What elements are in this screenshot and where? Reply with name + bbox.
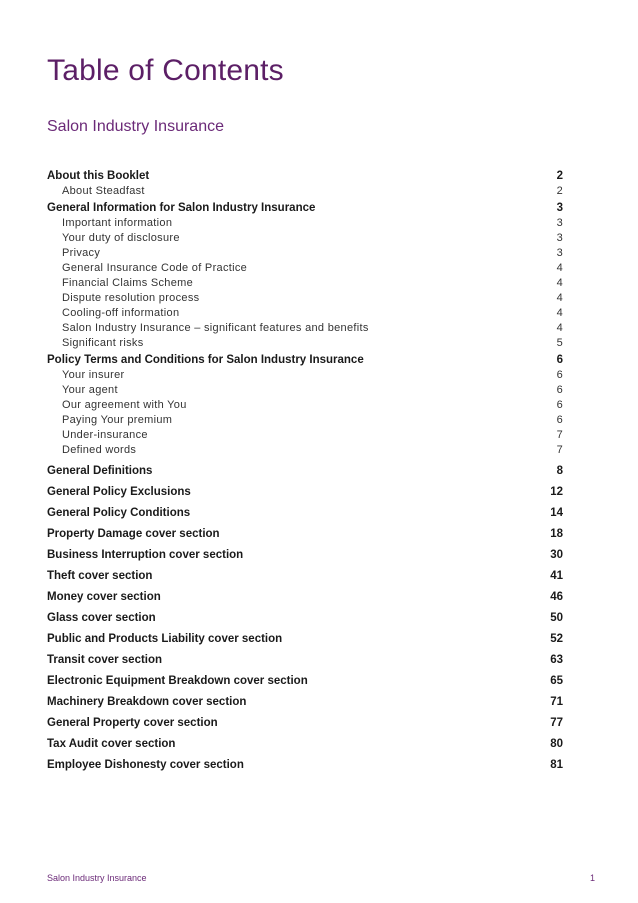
footer-page-number: 1 [589,873,595,883]
toc-entry-label: Transit cover section [47,654,163,666]
toc-entry-page: 2 [556,185,563,197]
toc-subentry-code-of-practice[interactable] [47,261,563,276]
toc-subentry-significant-risks[interactable] [47,336,563,351]
toc-entry-page: 6 [556,384,563,396]
toc-entry-label: Property Damage cover section [47,528,220,540]
toc-entry-page: 6 [556,354,563,366]
toc-entry-label: Tax Audit cover section [47,738,176,750]
toc-entry-label: Glass cover section [47,612,156,624]
toc-entry-label: Public and Products Liability cover section [47,633,283,645]
toc-subentry-defined-words[interactable] [47,443,563,458]
toc-entry-label: Under-insurance [62,429,148,441]
toc-entry-page: 63 [550,654,563,666]
toc-entry-label: Paying Your premium [62,414,173,426]
toc-entry-page: 77 [550,717,563,729]
toc-entry-label: General Insurance Code of Practice [62,262,248,274]
toc-entry-page: 2 [556,170,563,182]
toc-entry-page: 7 [556,444,563,456]
toc-entry-page: 18 [550,528,563,540]
toc-entry-general-exclusions[interactable] [47,485,563,506]
toc-entry-general-property[interactable] [47,716,563,737]
toc-entry-page: 65 [550,675,563,687]
table-of-contents [47,169,563,779]
toc-entry-business-interruption[interactable] [47,548,563,569]
toc-entry-employee-dishonesty[interactable] [47,758,563,779]
toc-entry-page: 4 [556,322,563,334]
toc-entry-page: 4 [556,292,563,304]
toc-entry-page: 8 [556,465,563,477]
toc-entry-label: Important information [62,217,173,229]
toc-entry-policy-terms[interactable] [47,353,563,368]
toc-entry-label: Cooling-off information [62,307,180,319]
toc-subentry-about-steadfast[interactable] [47,184,563,199]
toc-entry-page: 4 [556,262,563,274]
toc-entry-transit[interactable] [47,653,563,674]
toc-entry-page: 7 [556,429,563,441]
toc-subentry-your-insurer[interactable] [47,368,563,383]
toc-entry-label: Theft cover section [47,570,153,582]
toc-subentry-important-information[interactable] [47,216,563,231]
toc-subentry-financial-claims-scheme[interactable] [47,276,563,291]
toc-entry-page: 4 [556,307,563,319]
toc-entry-label: Money cover section [47,591,161,603]
toc-entry-page: 3 [556,217,563,229]
toc-entry-general-conditions[interactable] [47,506,563,527]
toc-subentry-dispute-resolution[interactable] [47,291,563,306]
toc-entry-label: Your agent [62,384,118,396]
toc-entry-label: General Policy Conditions [47,507,191,519]
toc-entry-tax-audit[interactable] [47,737,563,758]
toc-entry-page: 71 [550,696,563,708]
toc-subentry-paying-premium[interactable] [47,413,563,428]
toc-entry-page: 46 [550,591,563,603]
toc-entry-page: 3 [556,202,563,214]
toc-entry-page: 41 [550,570,563,582]
toc-subentry-under-insurance[interactable] [47,428,563,443]
toc-entry-label: Significant risks [62,337,144,349]
toc-subentry-your-agent[interactable] [47,383,563,398]
toc-subentry-duty-of-disclosure[interactable] [47,231,563,246]
toc-entry-page: 6 [556,369,563,381]
toc-entry-page: 3 [556,247,563,259]
toc-entry-label: Our agreement with You [62,399,187,411]
toc-entry-page: 81 [550,759,563,771]
toc-entry-label: Privacy [62,247,101,259]
toc-entry-page: 4 [556,277,563,289]
toc-entry-electronic-equipment[interactable] [47,674,563,695]
toc-entry-label: Financial Claims Scheme [62,277,193,289]
toc-entry-label: General Policy Exclusions [47,486,191,498]
toc-entry-page: 50 [550,612,563,624]
toc-entry-public-products-liability[interactable] [47,632,563,653]
toc-entry-page: 3 [556,232,563,244]
toc-entry-label: General Definitions [47,465,153,477]
page-title: Table of Contents [47,54,284,87]
toc-entry-label: General Information for Salon Industry Insurance [47,202,316,214]
toc-entry-label: Policy Terms and Conditions for Salon Industry Insurance [47,354,364,366]
toc-entry-theft[interactable] [47,569,563,590]
toc-entry-page: 30 [550,549,563,561]
toc-entry-page: 5 [556,337,563,349]
toc-entry-page: 52 [550,633,563,645]
toc-entry-label: Business Interruption cover section [47,549,244,561]
toc-entry-label: Employee Dishonesty cover section [47,759,244,771]
toc-entry-general-definitions[interactable] [47,464,563,485]
toc-entry-label: About this Booklet [47,170,150,182]
toc-entry-money[interactable] [47,590,563,611]
toc-entry-label: Dispute resolution process [62,292,200,304]
toc-entry-machinery-breakdown[interactable] [47,695,563,716]
toc-subentry-privacy[interactable] [47,246,563,261]
toc-entry-label: General Property cover section [47,717,218,729]
toc-entry-page: 80 [550,738,563,750]
toc-entry-label: Electronic Equipment Breakdown cover section [47,675,308,687]
toc-entry-page: 6 [556,399,563,411]
toc-entry-label: About Steadfast [62,185,145,197]
toc-entry-glass[interactable] [47,611,563,632]
toc-entry-label: Your insurer [62,369,125,381]
toc-entry-property-damage[interactable] [47,527,563,548]
toc-entry-general-information[interactable] [47,201,563,216]
toc-entry-about-booklet[interactable] [47,169,563,184]
toc-subentry-significant-features[interactable] [47,321,563,336]
page-subtitle: Salon Industry Insurance [47,118,224,135]
toc-subentry-our-agreement[interactable] [47,398,563,413]
toc-entry-page: 14 [550,507,563,519]
toc-entry-label: Machinery Breakdown cover section [47,696,247,708]
toc-entry-label: Salon Industry Insurance – significant features and benefits [62,322,369,334]
toc-entry-page: 6 [556,414,563,426]
toc-entry-label: Defined words [62,444,137,456]
toc-subentry-cooling-off[interactable] [47,306,563,321]
footer-document-title: Salon Industry Insurance [47,873,147,883]
toc-entry-label: Your duty of disclosure [62,232,180,244]
toc-entry-page: 12 [550,486,563,498]
